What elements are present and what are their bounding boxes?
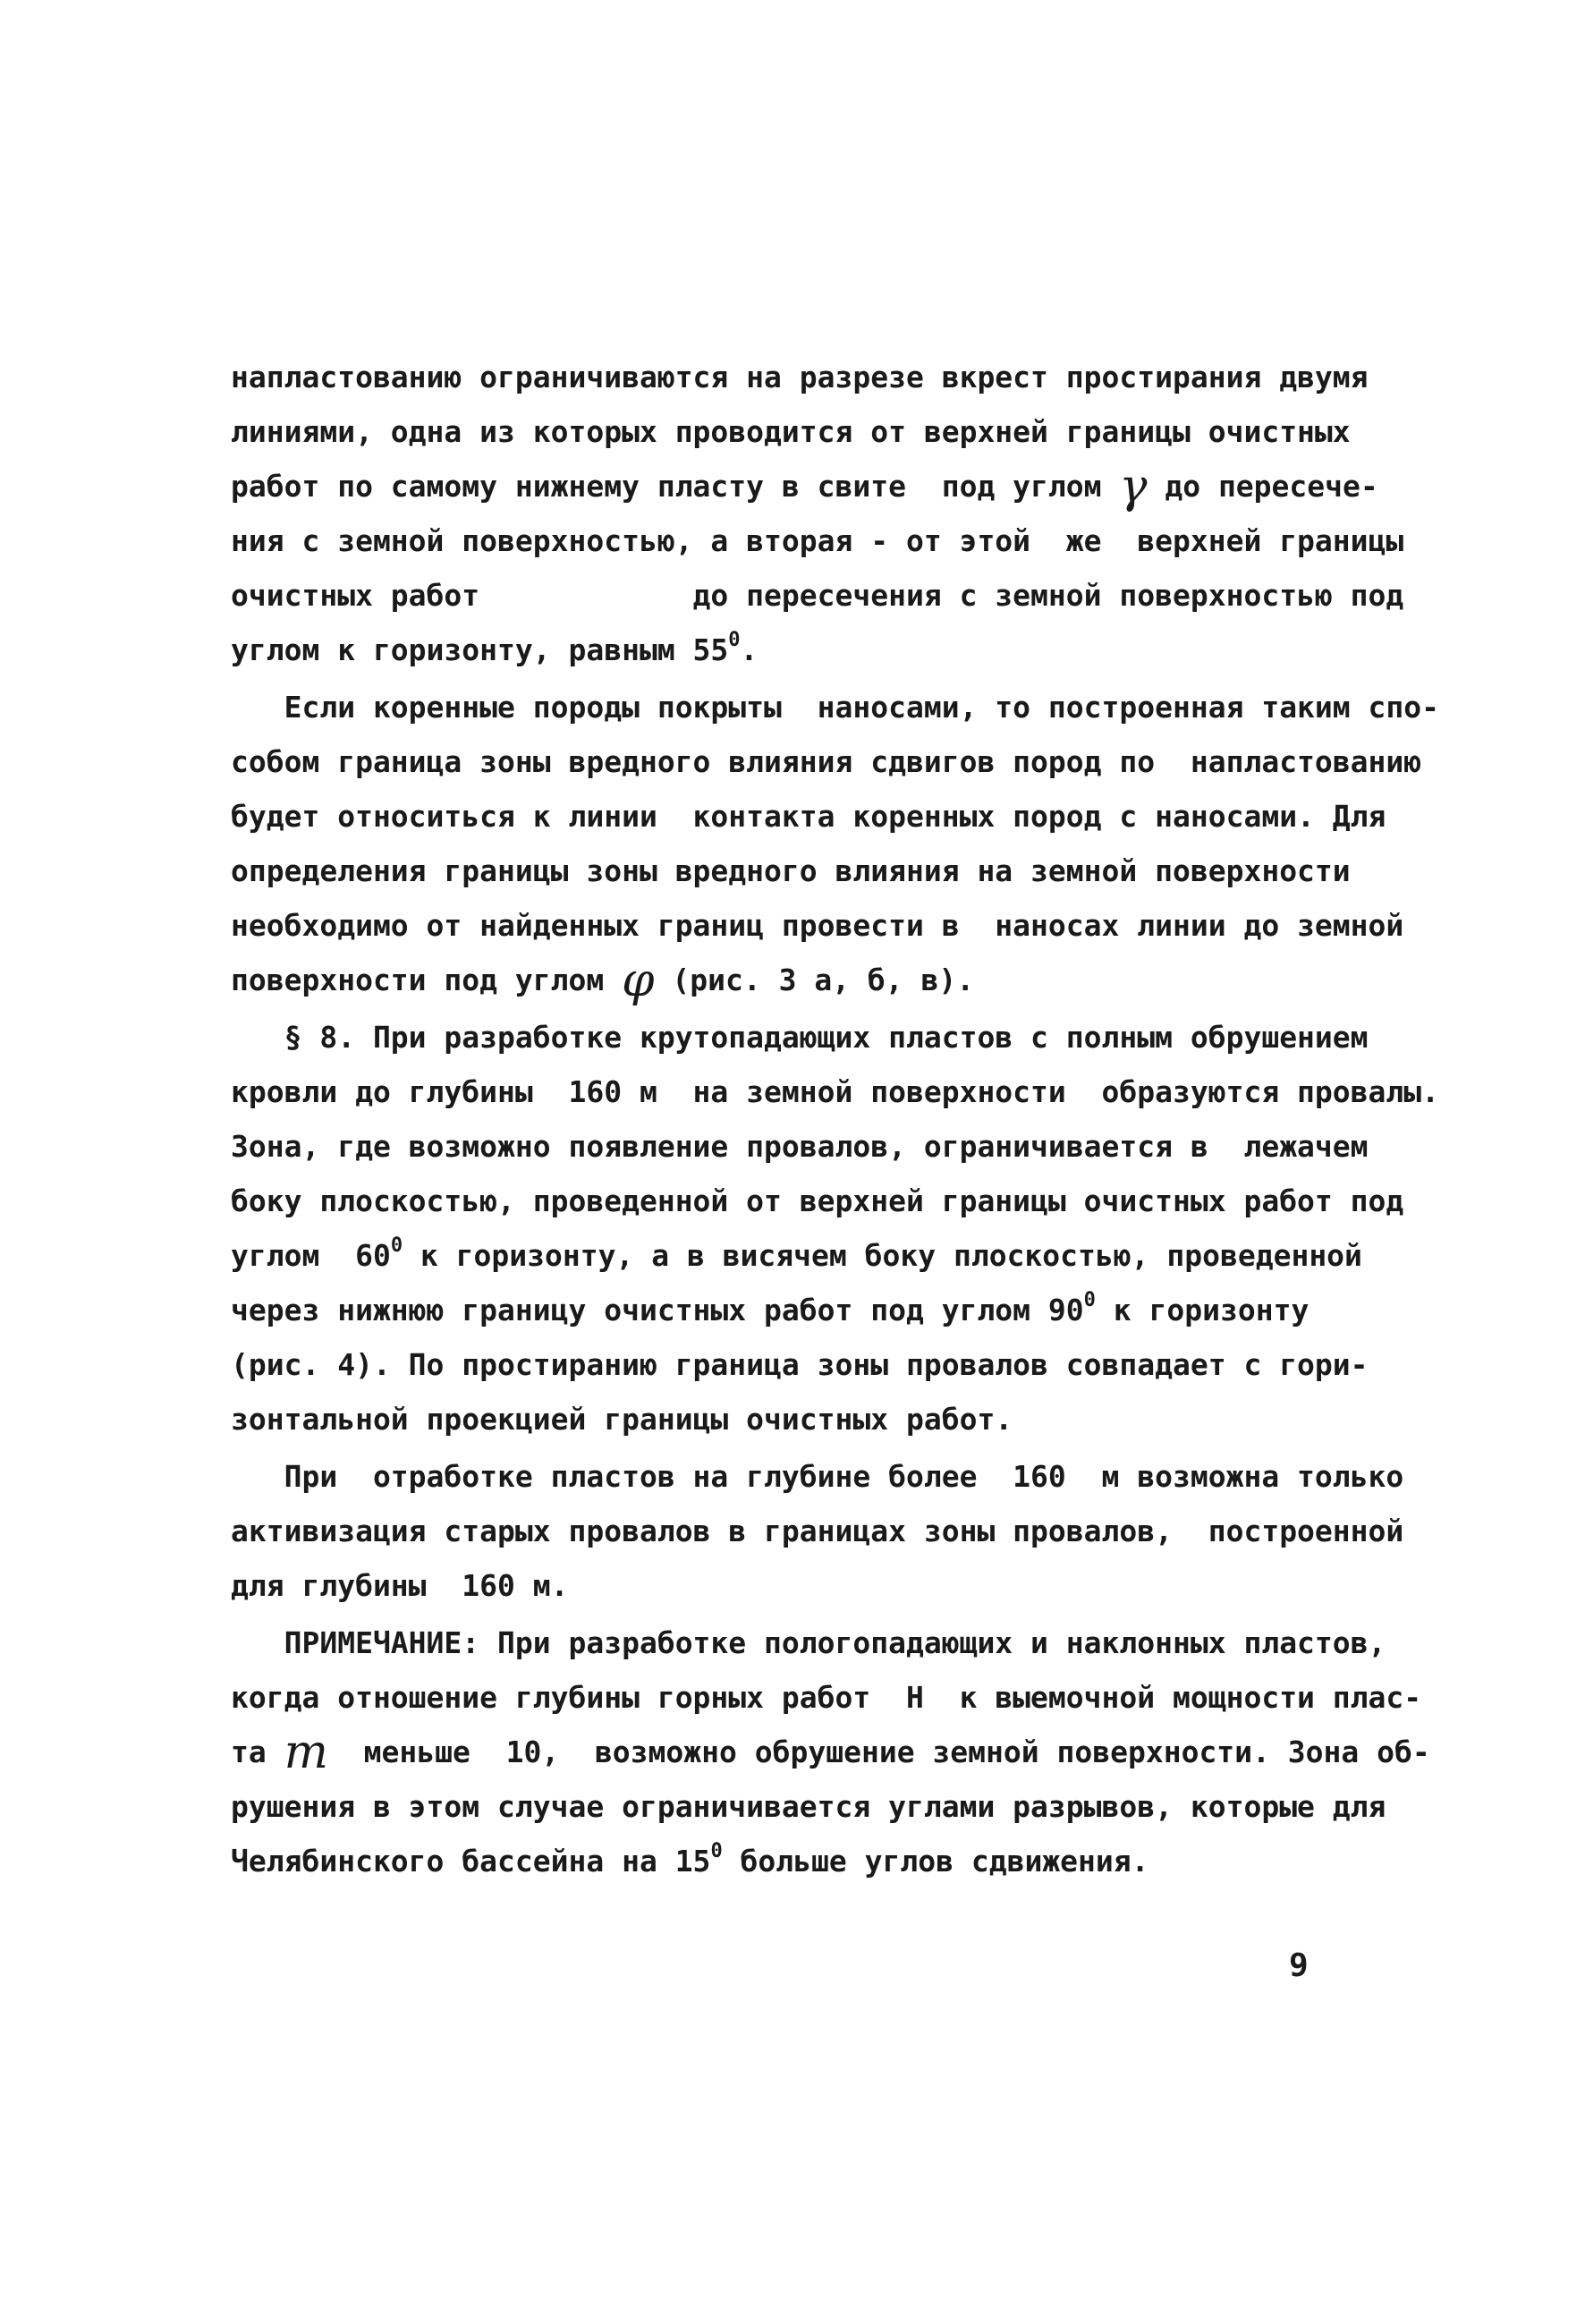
text-segment: собом граница зоны вредного влияния сдвигов пород по напластованию <box>231 744 1422 779</box>
text-segment: когда отношение глубины горных работ Н к выемочной мощности плас- <box>231 1680 1422 1715</box>
degree-superscript: 0 <box>1083 1289 1096 1311</box>
page-number: 9 <box>1289 1947 1309 1984</box>
text-segment: больше углов сдвижения. <box>722 1844 1149 1879</box>
text-line-18 <box>231 1289 1310 1328</box>
text-segment: поверхности под углом <box>231 963 623 997</box>
text-line-9 <box>231 799 1386 835</box>
text-line-1 <box>231 360 1369 395</box>
text-line-5 <box>231 578 1403 614</box>
text-line-8 <box>231 744 1421 780</box>
m-symbol: m <box>284 1726 328 1779</box>
text-line-21 <box>231 1459 1403 1495</box>
text-segment: Если коренные породы покрыты наносами, то построенная таким спо- <box>231 690 1440 725</box>
text-line-28 <box>231 1840 1149 1879</box>
text-segment: При отработке пластов на глубине более 160 м возможна только <box>231 1459 1404 1494</box>
text-segment: к горизонту, а в висячем боку плоскостью, проведенной <box>403 1238 1362 1273</box>
text-segment: очистных работ до пересечения с земной поверхностью под <box>231 578 1404 613</box>
text-line-25 <box>231 1680 1421 1716</box>
text-segment: (рис. 3 а, б, в). <box>654 963 975 997</box>
text-segment: кровли до глубины 160 м на земной поверхности образуются провалы. <box>231 1074 1440 1109</box>
text-segment: углом 60 <box>231 1238 391 1273</box>
text-line-2 <box>231 414 1351 450</box>
text-line-24 <box>231 1625 1386 1661</box>
text-segment: определения границы зоны вредного влияния на земной поверхности <box>231 853 1351 888</box>
text-segment: та <box>231 1735 284 1769</box>
text-segment: для глубины 160 м. <box>231 1568 569 1603</box>
text-line-23 <box>231 1568 569 1604</box>
text-segment: Зона, где возможно появление провалов, ограничивается в лежачем <box>231 1129 1369 1164</box>
text-line-11 <box>231 908 1403 944</box>
text-segment: (рис. 4). По простиранию граница зоны провалов совпадает с гори- <box>231 1347 1369 1382</box>
text-line-17 <box>231 1234 1362 1274</box>
text-segment: § 8. При разработке крутопадающих пластов с полным обрушением <box>231 1020 1369 1055</box>
text-segment: напластованию ограничиваются на разрезе вкрест простирания двумя <box>231 360 1369 394</box>
text-line-19 <box>231 1347 1369 1383</box>
text-line-13 <box>231 1020 1369 1056</box>
text-line-20 <box>231 1402 1013 1438</box>
text-segment: необходимо от найденных границ провести в наносах линии до земной <box>231 908 1404 943</box>
text-line-22 <box>231 1514 1403 1549</box>
degree-superscript: 0 <box>710 1840 723 1862</box>
text-line-14 <box>231 1074 1439 1110</box>
text-segment: к горизонту <box>1095 1293 1310 1327</box>
text-segment: активизация старых провалов в границах зоны провалов, построенной <box>231 1514 1404 1548</box>
text-segment: рушения в этом случае ограничивается углами разрывов, которые для <box>231 1789 1386 1824</box>
text-line-12 <box>231 954 975 1007</box>
text-segment: боку плоскостью, проведенной от верхней границы очистных работ под <box>231 1183 1404 1218</box>
text-segment: линиями, одна из которых проводится от верхней границы очистных <box>231 414 1351 449</box>
degree-superscript: 0 <box>728 629 741 651</box>
text-line-4 <box>231 523 1403 559</box>
gamma-symbol: γ <box>1119 460 1148 513</box>
text-segment: ния с земной поверхностью, а вторая - от этой же верхней границы <box>231 523 1404 558</box>
degree-superscript: 0 <box>390 1234 403 1257</box>
text-segment: работ по самому нижнему пласту в свите под углом <box>231 469 1120 504</box>
text-line-3 <box>231 460 1378 513</box>
text-segment: будет относиться к линии контакта коренных пород с наносами. Для <box>231 799 1386 834</box>
text-line-6 <box>231 629 759 668</box>
text-segment: зонтальной проекцией границы очистных работ. <box>231 1402 1013 1437</box>
text-segment: углом к горизонту, равным 55 <box>231 632 729 667</box>
text-line-7 <box>231 690 1439 725</box>
text-segment: меньше 10, возможно обрушение земной поверхности. Зона об- <box>327 1735 1430 1769</box>
text-segment: . <box>740 632 759 667</box>
text-segment: Челябинского бассейна на 15 <box>231 1844 711 1879</box>
text-segment: до пересече- <box>1147 469 1378 504</box>
text-segment: ПРИМЕЧАНИЕ: При разработке пологопадающих и наклонных пластов, <box>231 1625 1386 1660</box>
text-line-15 <box>231 1129 1369 1165</box>
text-line-27 <box>231 1789 1386 1825</box>
text-line-10 <box>231 853 1351 889</box>
phi-symbol: φ <box>622 954 655 1007</box>
text-line-26 <box>231 1726 1430 1779</box>
text-line-16 <box>231 1183 1403 1219</box>
text-segment: через нижнюю границу очистных работ под углом 90 <box>231 1293 1084 1327</box>
